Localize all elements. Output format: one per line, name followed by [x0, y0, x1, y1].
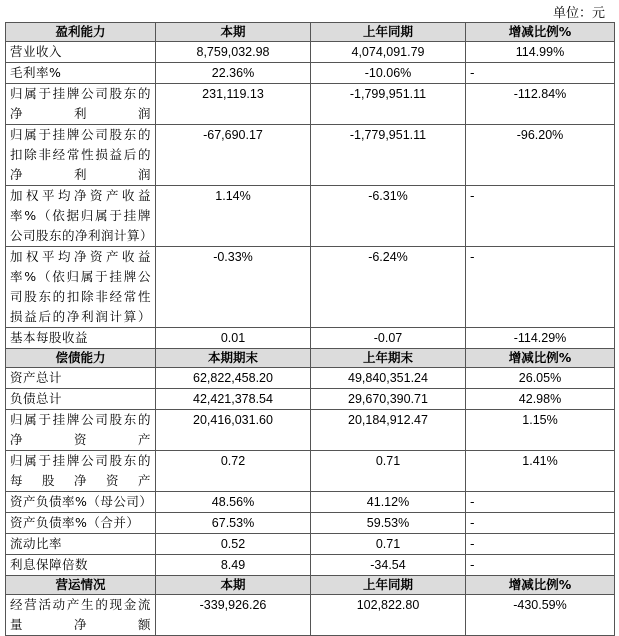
table-row — [6, 84, 615, 125]
previous-value: -6.24% — [311, 247, 466, 328]
table-row — [6, 186, 615, 247]
table-row — [6, 534, 615, 555]
row-label: 基本每股收益 — [6, 328, 156, 349]
previous-value: -34.54 — [311, 555, 466, 576]
change-value: - — [466, 513, 615, 534]
financial-indicators-table — [5, 22, 615, 636]
previous-value: 0.71 — [311, 534, 466, 555]
row-label: 归属于挂牌公司股东的扣除非经常性损益后的净利润 — [6, 125, 156, 186]
header-cell: 本期 — [156, 23, 311, 42]
previous-value: 0.71 — [311, 451, 466, 492]
previous-value: 20,184,912.47 — [311, 410, 466, 451]
unit-label: 单位：元 — [552, 6, 605, 21]
current-value: 67.53% — [156, 513, 311, 534]
table-row — [6, 125, 615, 186]
header-row-solvency — [6, 349, 615, 368]
header-cell: 增减比例% — [466, 349, 615, 368]
row-label: 流动比率 — [6, 534, 156, 555]
change-value: -112.84% — [466, 84, 615, 125]
row-label: 资产负债率%（母公司） — [6, 492, 156, 513]
previous-value: 102,822.80 — [311, 595, 466, 636]
change-value: -96.20% — [466, 125, 615, 186]
header-cell: 上年期末 — [311, 349, 466, 368]
table-row — [6, 42, 615, 63]
current-value: 20,416,031.60 — [156, 410, 311, 451]
row-label: 加权平均净资产收益率%（依归属于挂牌公司股东的扣除非经常性损益后的净利润计算） — [6, 247, 156, 328]
table-row — [6, 410, 615, 451]
previous-value: 49,840,351.24 — [311, 368, 466, 389]
header-row-profitability — [6, 23, 615, 42]
change-value: - — [466, 186, 615, 247]
row-label: 归属于挂牌公司股东的每股净资产 — [6, 451, 156, 492]
header-cell: 增减比例% — [466, 576, 615, 595]
row-label: 经营活动产生的现金流量净额 — [6, 595, 156, 636]
table-row — [6, 595, 615, 636]
current-value: 0.72 — [156, 451, 311, 492]
change-value: - — [466, 492, 615, 513]
previous-value: -1,799,951.11 — [311, 84, 466, 125]
header-cell: 偿债能力 — [6, 349, 156, 368]
header-row-operations — [6, 576, 615, 595]
table-row — [6, 247, 615, 328]
table-row — [6, 328, 615, 349]
current-value: 1.14% — [156, 186, 311, 247]
table-row — [6, 368, 615, 389]
row-label: 利息保障倍数 — [6, 555, 156, 576]
change-value: - — [466, 63, 615, 84]
current-value: 0.52 — [156, 534, 311, 555]
row-label: 毛利率% — [6, 63, 156, 84]
header-cell: 本期期末 — [156, 349, 311, 368]
table-row — [6, 555, 615, 576]
table-row — [6, 513, 615, 534]
header-cell: 增减比例% — [466, 23, 615, 42]
row-label: 归属于挂牌公司股东的净资产 — [6, 410, 156, 451]
table-row — [6, 451, 615, 492]
table-row — [6, 492, 615, 513]
change-value: -430.59% — [466, 595, 615, 636]
header-cell: 上年同期 — [311, 23, 466, 42]
row-label: 资产负债率%（合并） — [6, 513, 156, 534]
previous-value: 41.12% — [311, 492, 466, 513]
current-value: 231,119.13 — [156, 84, 311, 125]
row-label: 负债总计 — [6, 389, 156, 410]
current-value: 42,421,378.54 — [156, 389, 311, 410]
current-value: -67,690.17 — [156, 125, 311, 186]
current-value: 48.56% — [156, 492, 311, 513]
change-value: - — [466, 247, 615, 328]
previous-value: -6.31% — [311, 186, 466, 247]
current-value: 0.01 — [156, 328, 311, 349]
table-row — [6, 389, 615, 410]
row-label: 加权平均净资产收益率%（依据归属于挂牌公司股东的净利润计算） — [6, 186, 156, 247]
previous-value: 29,670,390.71 — [311, 389, 466, 410]
previous-value: -1,779,951.11 — [311, 125, 466, 186]
current-value: -339,926.26 — [156, 595, 311, 636]
current-value: 8.49 — [156, 555, 311, 576]
change-value: 26.05% — [466, 368, 615, 389]
header-cell: 上年同期 — [311, 576, 466, 595]
header-cell: 盈利能力 — [6, 23, 156, 42]
row-label: 归属于挂牌公司股东的净利润 — [6, 84, 156, 125]
change-value: 1.15% — [466, 410, 615, 451]
previous-value: 4,074,091.79 — [311, 42, 466, 63]
change-value: - — [466, 534, 615, 555]
current-value: 62,822,458.20 — [156, 368, 311, 389]
current-value: -0.33% — [156, 247, 311, 328]
previous-value: -10.06% — [311, 63, 466, 84]
change-value: -114.29% — [466, 328, 615, 349]
current-value: 22.36% — [156, 63, 311, 84]
change-value: 1.41% — [466, 451, 615, 492]
row-label: 营业收入 — [6, 42, 156, 63]
change-value: - — [466, 555, 615, 576]
table-row — [6, 63, 615, 84]
change-value: 42.98% — [466, 389, 615, 410]
header-cell: 本期 — [156, 576, 311, 595]
current-value: 8,759,032.98 — [156, 42, 311, 63]
header-cell: 营运情况 — [6, 576, 156, 595]
change-value: 114.99% — [466, 42, 615, 63]
row-label: 资产总计 — [6, 368, 156, 389]
previous-value: 59.53% — [311, 513, 466, 534]
previous-value: -0.07 — [311, 328, 466, 349]
